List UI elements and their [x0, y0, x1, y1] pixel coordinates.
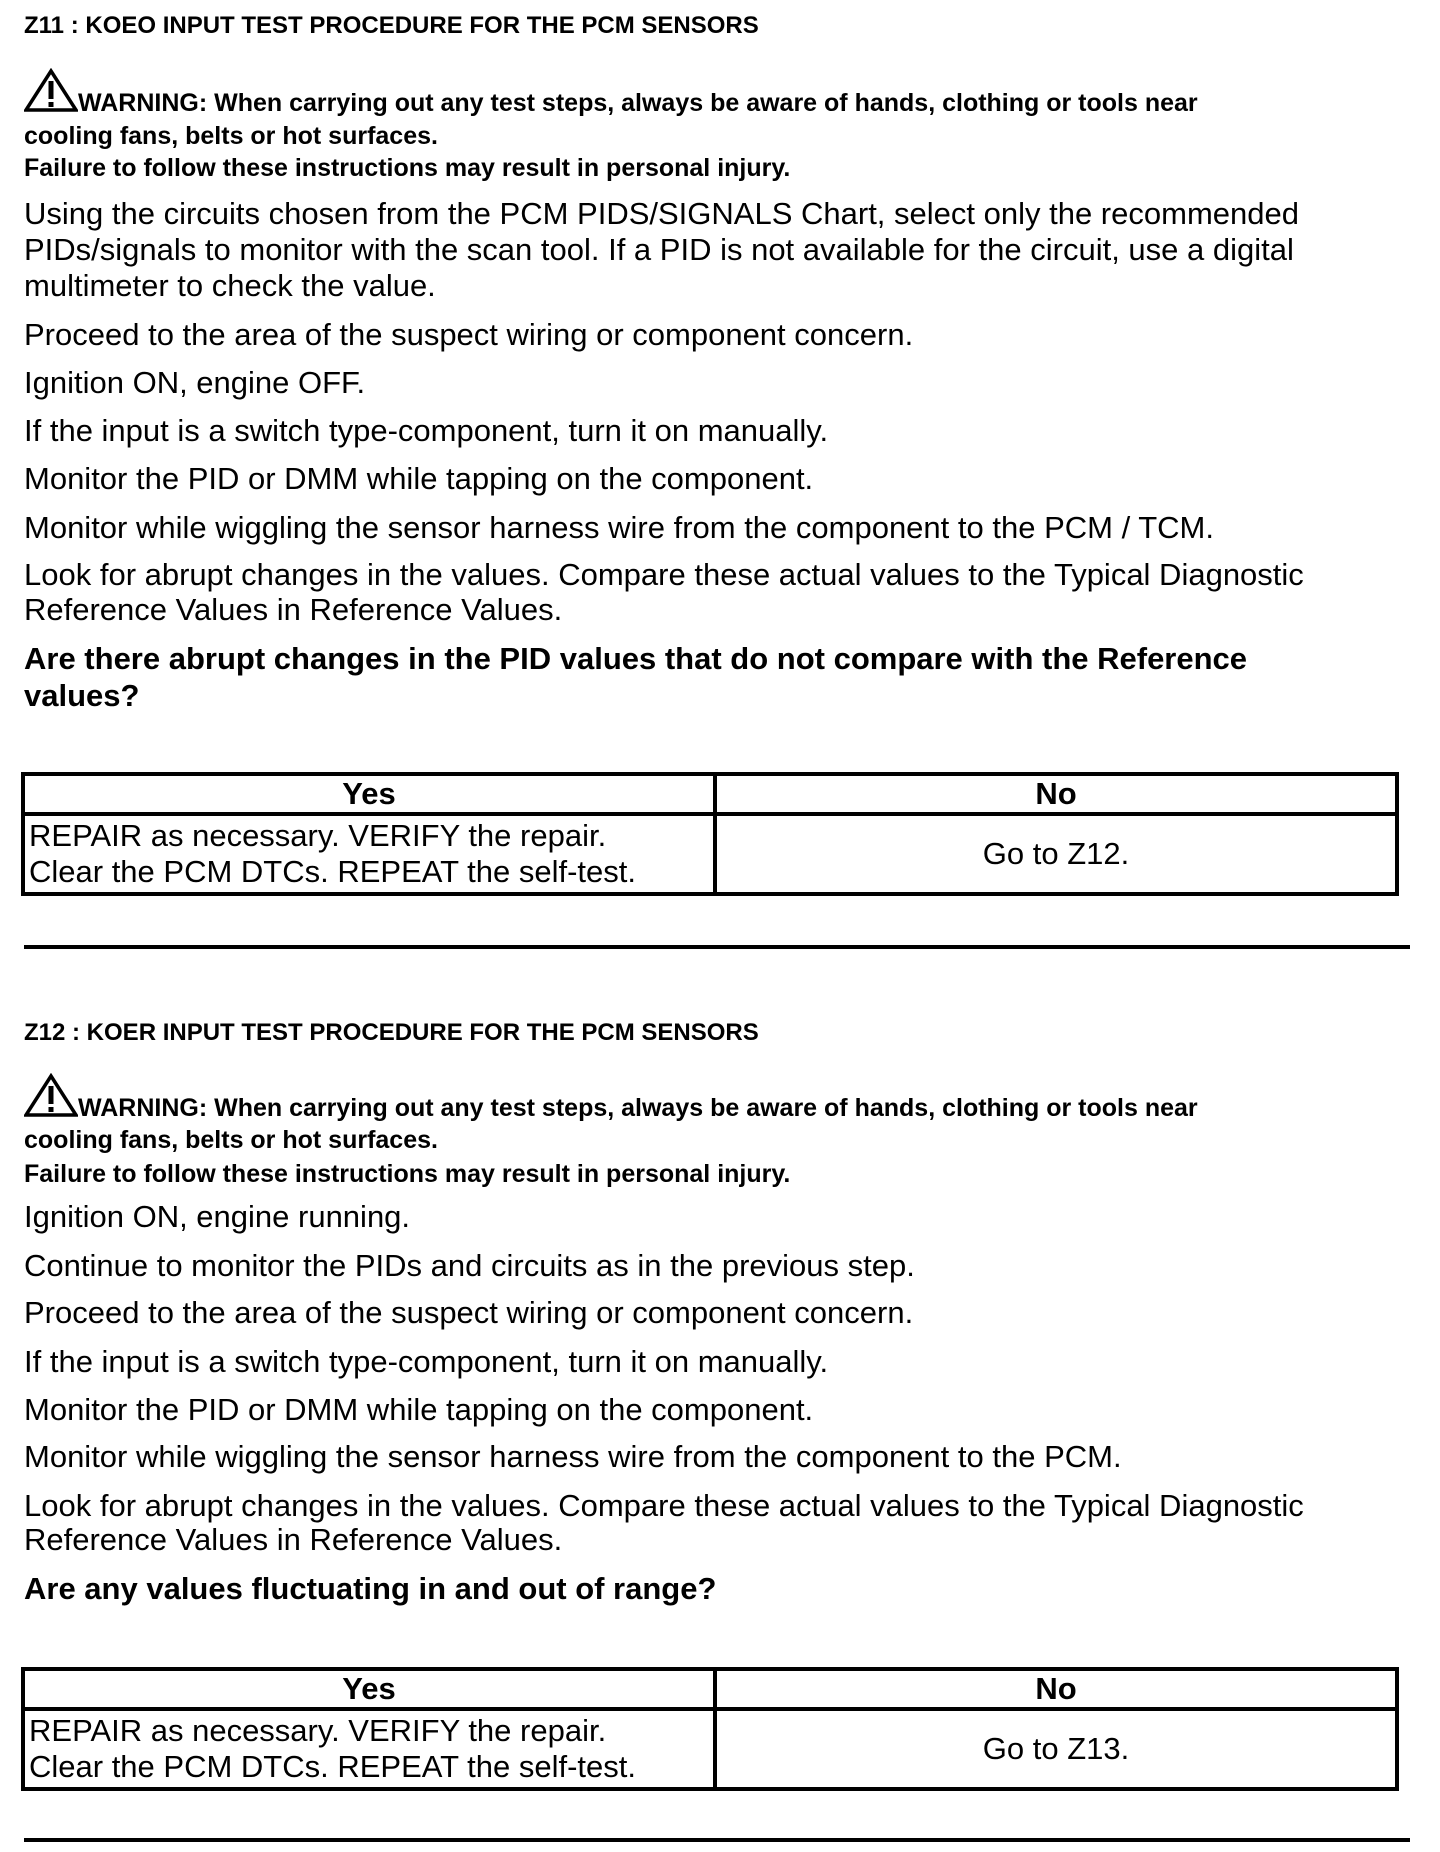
step-text: Monitor while wiggling the sensor harness wire from the component to the PCM.: [24, 1439, 1122, 1474]
step-text: Monitor the PID or DMM while tapping on the component.: [24, 461, 814, 496]
yes-cell: [23, 814, 715, 894]
step-text: Look for abrupt changes in the values. Compare these actual values to the Typical Diagnostic: [24, 557, 1304, 592]
warning-line: Failure to follow these instructions may result in personal injury.: [24, 154, 791, 182]
yes-no-table: [21, 1667, 1399, 1791]
section-divider: [24, 1838, 1410, 1842]
step-text: Reference Values in Reference Values.: [24, 1522, 563, 1557]
yes-cell: [23, 1709, 715, 1789]
warning-label: WARNING: [78, 89, 199, 117]
step-text: Using the circuits chosen from the PCM PIDS/SIGNALS Chart, select only the recommended: [24, 196, 1299, 231]
yes-header: Yes: [23, 774, 715, 814]
warning-line: cooling fans, belts or hot surfaces.: [24, 1126, 438, 1154]
step-text: Monitor while wiggling the sensor harness wire from the component to the PCM / TCM.: [24, 510, 1214, 545]
no-cell: Go to Z12.: [715, 814, 1397, 894]
section-title: Z11 : KOEO INPUT TEST PROCEDURE FOR THE PCM SENSORS: [24, 12, 759, 39]
warning-line: [78, 87, 1198, 119]
warning-label: WARNING: [78, 1094, 199, 1122]
question: Are there abrupt changes in the PID values that do not compare with the Reference: [24, 641, 1248, 676]
step-text: multimeter to check the value.: [24, 268, 436, 303]
yes-line: Clear the PCM DTCs. REPEAT the self-test.: [29, 854, 636, 889]
yes-no-table: [21, 772, 1399, 896]
warning-line: [78, 1092, 1198, 1124]
warning-text: : When carrying out any test steps, always be aware of hands, clothing or tools near: [198, 1094, 1198, 1122]
step-text: Monitor the PID or DMM while tapping on the component.: [24, 1392, 814, 1427]
yes-header: Yes: [23, 1669, 715, 1709]
step-text: Ignition ON, engine OFF.: [24, 365, 366, 400]
question: values?: [24, 678, 140, 713]
step-text: If the input is a switch type-component, turn it on manually.: [24, 1344, 829, 1379]
no-cell: Go to Z13.: [715, 1709, 1397, 1789]
step-text: Reference Values in Reference Values.: [24, 592, 563, 627]
step-text: Proceed to the area of the suspect wiring or component concern.: [24, 1295, 914, 1330]
section-divider: [24, 945, 1410, 949]
yes-line: REPAIR as necessary. VERIFY the repair.: [29, 818, 607, 853]
step-text: Ignition ON, engine running.: [24, 1199, 411, 1234]
step-text: PIDs/signals to monitor with the scan tool. If a PID is not available for the circuit, use a digital: [24, 232, 1294, 267]
no-header: No: [715, 1669, 1397, 1709]
section-title: Z12 : KOER INPUT TEST PROCEDURE FOR THE PCM SENSORS: [24, 1019, 759, 1046]
warning-text: : When carrying out any test steps, always be aware of hands, clothing or tools near: [198, 89, 1198, 117]
warning-line: Failure to follow these instructions may result in personal injury.: [24, 1160, 791, 1188]
step-text: Continue to monitor the PIDs and circuits as in the previous step.: [24, 1248, 915, 1283]
no-header: No: [715, 774, 1397, 814]
step-text: Look for abrupt changes in the values. Compare these actual values to the Typical Diagnostic: [24, 1488, 1304, 1523]
step-text: If the input is a switch type-component, turn it on manually.: [24, 413, 829, 448]
yes-line: Clear the PCM DTCs. REPEAT the self-test.: [29, 1749, 636, 1784]
yes-line: REPAIR as necessary. VERIFY the repair.: [29, 1713, 607, 1748]
warning-icon: [24, 1073, 78, 1117]
warning-line: cooling fans, belts or hot surfaces.: [24, 122, 438, 150]
warning-icon: [24, 68, 78, 112]
question: Are any values fluctuating in and out of range?: [24, 1571, 717, 1606]
step-text: Proceed to the area of the suspect wiring or component concern.: [24, 317, 914, 352]
